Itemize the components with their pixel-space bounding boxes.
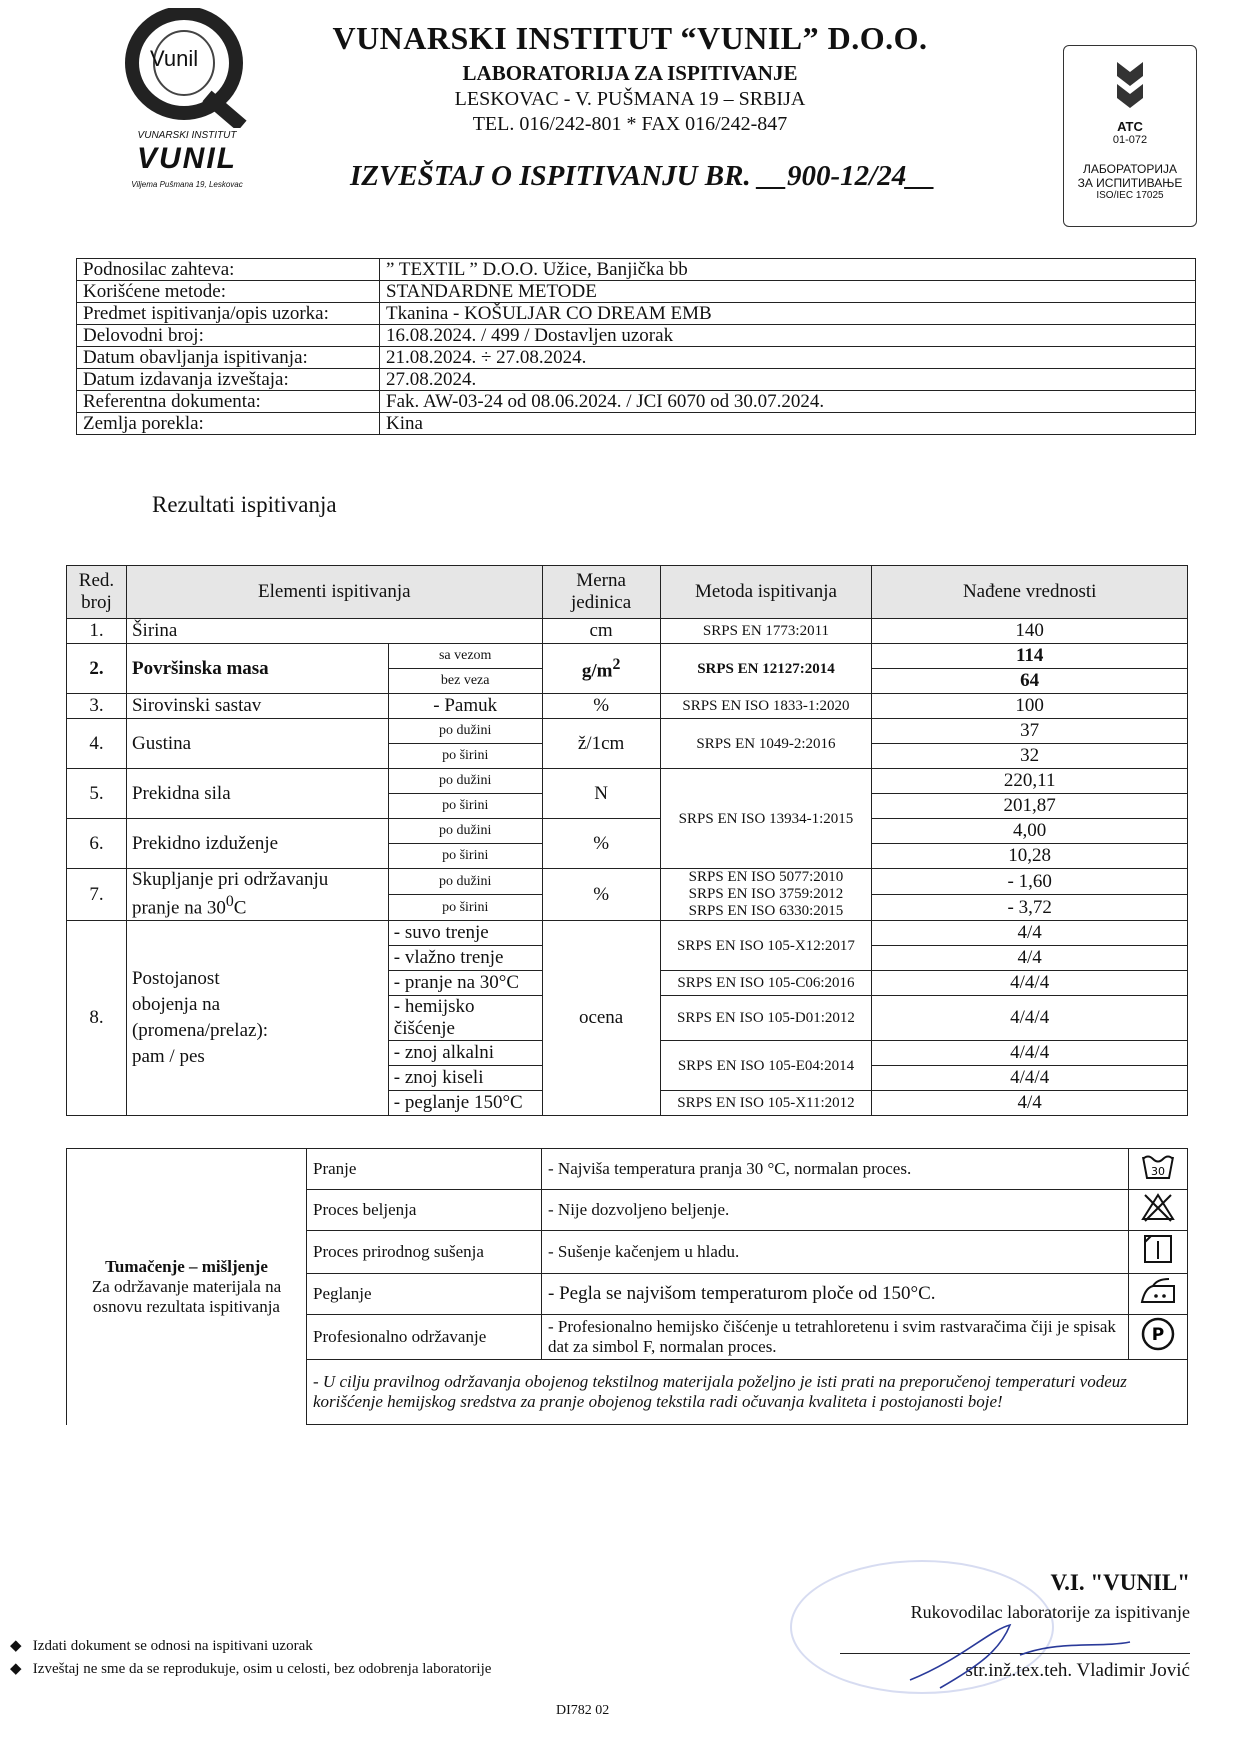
row-element: Gustina (126, 719, 388, 769)
request-info-table (76, 258, 1196, 435)
info-row (77, 303, 1196, 325)
row-method: SRPS EN ISO 1833-1:2020 (660, 694, 872, 719)
info-row (77, 259, 1196, 281)
row-unit: % (542, 694, 660, 719)
row-value: - 1,60 (872, 869, 1188, 895)
row-method: SRPS EN ISO 105-C06:2016 (660, 971, 872, 996)
logo-text: Vunil (150, 46, 199, 71)
institute-address: LESKOVAC - V. PUŠMANA 19 – SRBIJA (454, 88, 806, 110)
signatory-role: Rukovodilac laboratorije za ispitivanje (910, 1602, 1190, 1622)
logo-address: Viljema Pušmana 19, Leskovac (131, 180, 243, 189)
row-no: 7. (67, 869, 127, 921)
care-label: Proces prirodnog sušenja (307, 1231, 542, 1274)
care-label: Pranje (307, 1149, 542, 1190)
table-row (67, 619, 1188, 644)
row-unit: % (542, 869, 660, 921)
row-sub: - vlažno trenje (388, 946, 542, 971)
info-value: 21.08.2024. ÷ 27.08.2024. (380, 347, 1196, 369)
row-method: SRPS EN 1773:2011 (660, 619, 872, 644)
results-header-row (67, 566, 1188, 619)
institute-header (330, 20, 930, 136)
svg-text:P: P (1151, 1325, 1165, 1345)
row-no: 1. (67, 619, 127, 644)
row-value: - 3,72 (872, 895, 1188, 921)
row-value: 4/4/4 (872, 1066, 1188, 1091)
info-label: Referentna dokumenta: (77, 391, 380, 413)
row-sub: - peglanje 150°C (388, 1091, 542, 1116)
row-sub: po dužini (388, 869, 542, 895)
row-no: 2. (67, 644, 127, 694)
row-value: 201,87 (872, 794, 1188, 819)
info-label: Korišćene metode: (77, 281, 380, 303)
info-row (77, 391, 1196, 413)
row-value: 64 (872, 669, 1188, 694)
col-header-no: Red. broj (67, 566, 127, 619)
row-method: SRPS EN ISO 5077:2010 SRPS EN ISO 3759:2012 SRPS EN ISO 6330:2015 (660, 869, 872, 921)
care-label: Profesionalno održavanje (307, 1315, 542, 1360)
handwritten-signature (900, 1620, 1140, 1690)
results-heading: Rezultati ispitivanja (152, 492, 337, 517)
row-unit: ocena (542, 921, 660, 1116)
table-row (67, 819, 1188, 844)
signatory-org: V.I. "VUNIL" (1050, 1570, 1190, 1595)
results-table (66, 565, 1188, 1116)
row-sub: po širini (388, 794, 542, 819)
row-unit: ž/1cm (542, 719, 660, 769)
row-value: 4/4/4 (872, 971, 1188, 996)
row-value: 37 (872, 719, 1188, 744)
row-unit: % (542, 819, 660, 869)
info-row (77, 413, 1196, 435)
row-sub: - znoj alkalni (388, 1041, 542, 1066)
row-no: 3. (67, 694, 127, 719)
care-text: - Najviša temperatura pranja 30 °C, normalan proces. (542, 1149, 1129, 1190)
atc-line1: ЛАБОРАТОРИЈА (1083, 162, 1177, 176)
info-label: Datum obavljanja ispitivanja: (77, 347, 380, 369)
report-title (350, 160, 935, 193)
row-unit: $g/m^2$ (542, 644, 660, 694)
row-no: 5. (67, 769, 127, 819)
row-method: SRPS EN ISO 105-X11:2012 (660, 1091, 872, 1116)
care-label: Proces beljenja (307, 1190, 542, 1231)
info-label: Podnosilac zahteva: (77, 259, 380, 281)
care-heading: Tumačenje – mišljenje Za održavanje materijala na osnovu rezultata ispitivanja (67, 1149, 307, 1425)
professional-cleaning-icon (1129, 1315, 1188, 1360)
footer-notes (10, 1636, 491, 1678)
care-text: - Profesionalno hemijsko čišćenje u tetrahloretenu i svim rastvaračima čiji je spisak dat za simbol F, normalan proces. (542, 1315, 1129, 1360)
row-sub: - pranje na 30°C (388, 971, 542, 996)
row-sub: - hemijsko čišćenje (388, 996, 542, 1041)
row-sub: po dužini (388, 769, 542, 794)
row-element: Postojanost obojenja na (promena/prelaz): pam / pes (126, 921, 388, 1116)
line-dry-shade-icon (1129, 1231, 1188, 1274)
row-element: Širina (126, 619, 542, 644)
row-no: 8. (67, 921, 127, 1116)
care-label: Peglanje (307, 1274, 542, 1315)
info-value: Fak. AW-03-24 od 08.06.2024. / JCI 6070 od 30.07.2024. (380, 391, 1196, 413)
institute-name: VUNARSKI INSTITUT “VUNIL” D.O.O. (332, 20, 928, 56)
info-label: Zemlja porekla: (77, 413, 380, 435)
document-id: DI782 02 (556, 1703, 610, 1718)
info-label: Delovodni broj: (77, 325, 380, 347)
row-value: 140 (872, 619, 1188, 644)
row-no: 4. (67, 719, 127, 769)
table-row (67, 869, 1188, 895)
col-header-method: Metoda ispitivanja (660, 566, 872, 619)
row-method: SRPS EN ISO 105-E04:2014 (660, 1041, 872, 1091)
row-element: Prekidno izduženje (126, 819, 388, 869)
table-row (67, 644, 1188, 669)
logo-caption: VUNARSKI INSTITUT (137, 130, 237, 141)
info-value: Tkanina - KOŠULJAR CO DREAM EMB (380, 303, 1196, 325)
atc-line3: ISO/IEC 17025 (1096, 190, 1164, 201)
wash-30-icon (1129, 1149, 1188, 1190)
table-row (67, 769, 1188, 794)
row-method: SRPS EN 1049-2:2016 (660, 719, 872, 769)
care-note: - U cilju pravilnog održavanja obojenog tekstilnog materijala poželjno je isti prati na preporučenoj temperaturi vodeuz korišćenje hemijskog sredstva za pranje obojenog tekstila radi očuvanja kvaliteta i postojanosti boje! (307, 1360, 1188, 1425)
row-value: 4/4/4 (872, 1041, 1188, 1066)
row-sub: - Pamuk (388, 694, 542, 719)
row-value: 100 (872, 694, 1188, 719)
iron-icon (1129, 1274, 1188, 1315)
row-value: 4/4 (872, 946, 1188, 971)
row-value: 4/4/4 (872, 996, 1188, 1041)
row-sub: po širini (388, 844, 542, 869)
row-value: 10,28 (872, 844, 1188, 869)
atc-line2: ЗА ИСПИТИВАЊЕ (1077, 176, 1183, 190)
row-value: 4,00 (872, 819, 1188, 844)
care-instructions-table (66, 1148, 1188, 1425)
table-row (67, 921, 1188, 946)
institute-logo (112, 8, 262, 198)
info-value: 16.08.2024. / 499 / Dostavljen uzorak (380, 325, 1196, 347)
row-unit: N (542, 769, 660, 819)
row-sub: po širini (388, 895, 542, 921)
info-row (77, 369, 1196, 391)
info-row (77, 281, 1196, 303)
row-value: 114 (872, 644, 1188, 669)
row-element: Skupljanje pri održavanju pranje na $30^0C$ (126, 869, 388, 921)
info-label: Predmet ispitivanja/opis uzorka: (77, 303, 380, 325)
row-sub: - suvo trenje (388, 921, 542, 946)
info-value: Kina (380, 413, 1196, 435)
row-sub: po dužini (388, 719, 542, 744)
row-sub: - znoj kiseli (388, 1066, 542, 1091)
care-text: - Sušenje kačenjem u hladu. (542, 1231, 1129, 1274)
info-row (77, 325, 1196, 347)
row-method: SRPS EN ISO 13934-1:2015 (660, 769, 872, 869)
row-no: 6. (67, 819, 127, 869)
institute-phone: TEL. 016/242-801 * FAX 016/242-847 (472, 113, 788, 135)
logo-wordmark: VUNIL (137, 142, 237, 175)
signatory-block (840, 1570, 1190, 1682)
care-text: - Pegla se najvišom temperaturom ploče od 150°C. (542, 1274, 1129, 1315)
row-value: 220,11 (872, 769, 1188, 794)
row-element: Sirovinski sastav (126, 694, 388, 719)
footer-note: ◆ Izdati dokument se odnosi na ispitivani uzorak (10, 1638, 313, 1654)
lab-name: LABORATORIJA ZA ISPITIVANJE (462, 61, 798, 85)
footer-note: ◆ Izveštaj ne sme da se reprodukuje, osim u celosti, bez odobrenja laboratorije (10, 1661, 492, 1677)
row-method: SRPS EN ISO 105-X12:2017 (660, 921, 872, 971)
care-text: - Nije dozvoljeno beljenje. (542, 1190, 1129, 1231)
info-value: STANDARDNE METODE (380, 281, 1196, 303)
info-row (77, 347, 1196, 369)
row-method: SRPS EN ISO 105-D01:2012 (660, 996, 872, 1041)
row-value: 32 (872, 744, 1188, 769)
row-sub: po dužini (388, 819, 542, 844)
row-method: SRPS EN 12127:2014 (660, 644, 872, 694)
row-value: 4/4 (872, 1091, 1188, 1116)
row-value: 4/4 (872, 921, 1188, 946)
no-bleach-icon (1129, 1190, 1188, 1231)
row-sub: po širini (388, 744, 542, 769)
row-unit: cm (542, 619, 660, 644)
atc-logo-icon (1105, 54, 1155, 114)
col-header-value: Nađene vrednosti (872, 566, 1188, 619)
svg-text:30: 30 (1151, 1165, 1165, 1178)
info-label: Datum izdavanja izveštaja: (77, 369, 380, 391)
signatory-name: str.inž.tex.teh. Vladimir Jović (840, 1653, 1190, 1682)
table-row (67, 694, 1188, 719)
report-title-prefix: IZVEŠTAJ O ISPITIVANJU BR. (350, 160, 751, 192)
row-sub: bez veza (388, 669, 542, 694)
table-row (67, 719, 1188, 744)
atc-code: ATC (1117, 119, 1143, 134)
care-row (67, 1149, 1188, 1190)
accreditation-badge (1063, 45, 1197, 227)
row-sub: sa vezom (388, 644, 542, 669)
row-element: Površinska masa (126, 644, 388, 694)
atc-number: 01-072 (1112, 134, 1148, 146)
row-element: Prekidna sila (126, 769, 388, 819)
info-value: ” TEXTIL ” D.O.O. Užice, Banjička bb (380, 259, 1196, 281)
col-header-element: Elementi ispitivanja (126, 566, 542, 619)
report-number: __900-12/24__ (757, 160, 936, 192)
info-value: 27.08.2024. (380, 369, 1196, 391)
col-header-unit: Merna jedinica (542, 566, 660, 619)
